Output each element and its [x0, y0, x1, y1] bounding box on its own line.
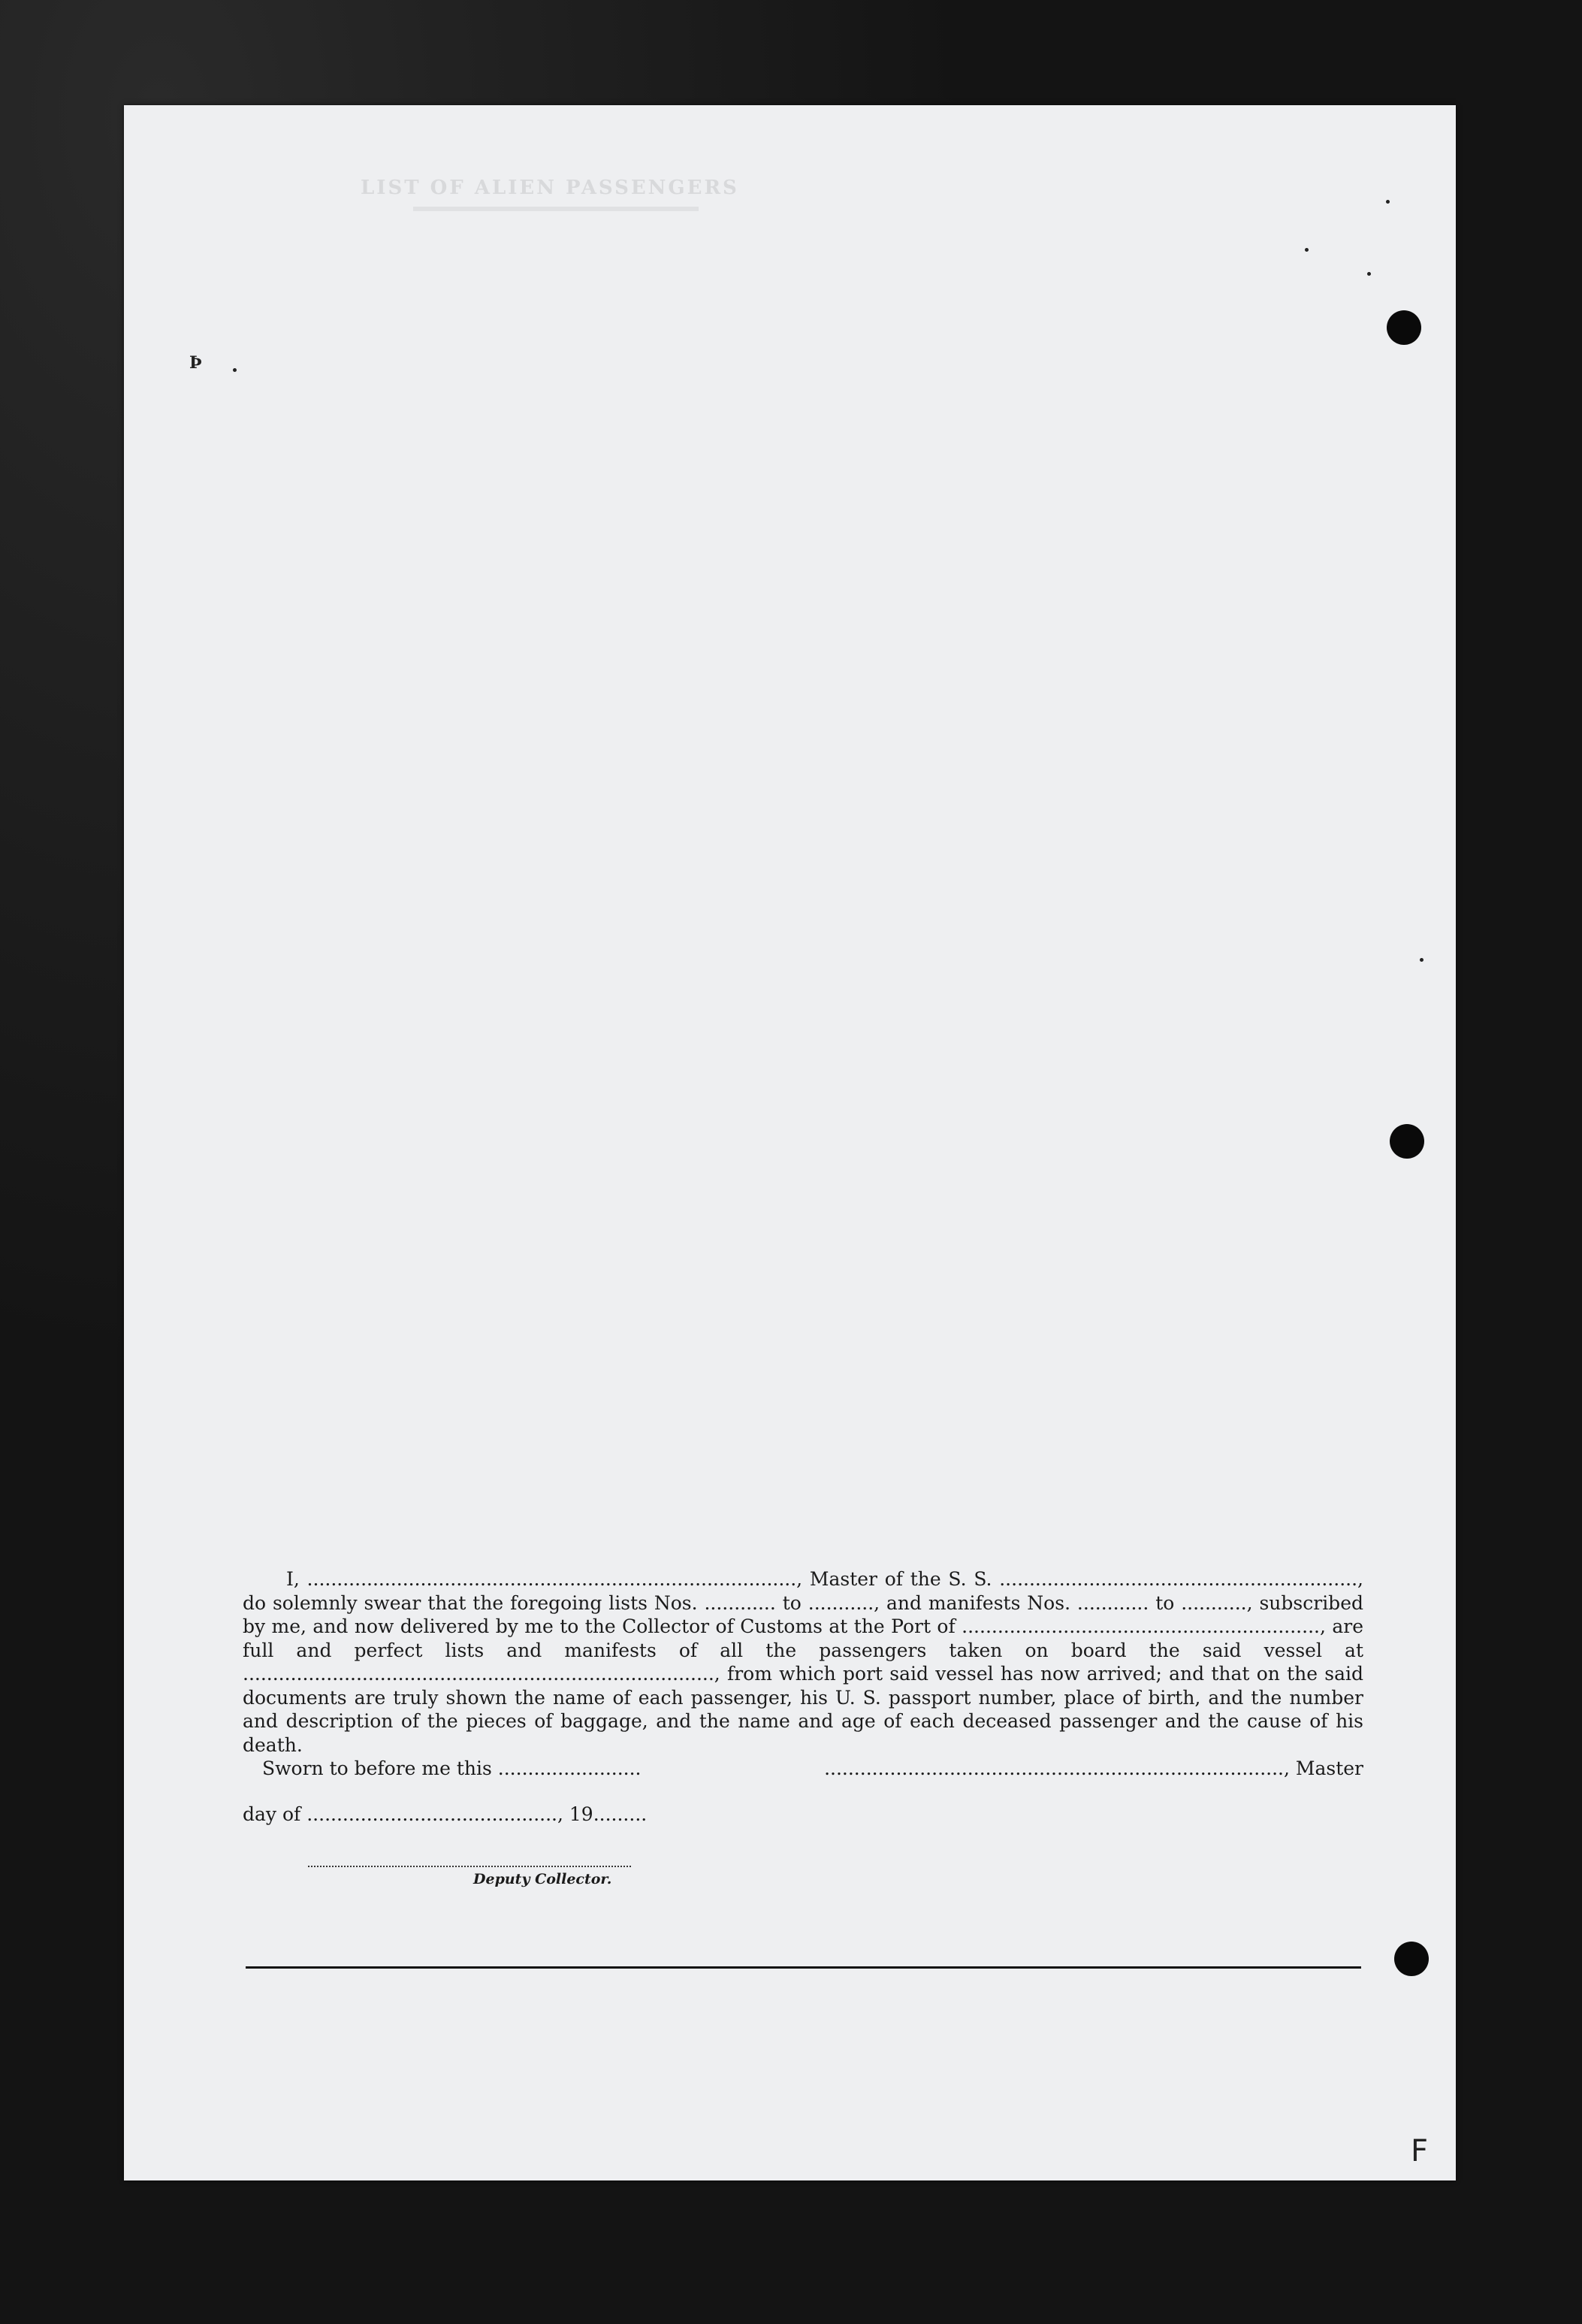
speck: [1367, 272, 1371, 276]
master-signature-line: ............................................................................., Master: [824, 1757, 1363, 1779]
speck: [233, 368, 237, 372]
speck: [1386, 200, 1390, 204]
sworn-before-text: Sworn to before me this ........................: [262, 1757, 642, 1779]
document-page: [124, 105, 1456, 2180]
deputy-collector-label: Deputy Collector.: [473, 1871, 612, 1887]
oath-text: I, .................................................................................., Master of the S. S. ............................................................, do solemnly swear that the foregoing lists Nos. ............ to ..........., and manifests Nos. ............ to ..........., subscribed by me, and now delivered by me to the Collector of Customs at the Port of ............................................................, are full and perfect lists and manifests of all the passengers taken on board the said vessel at ..............................................................................., from which port said vessel has now arrived; and that on the said documents are truly shown the name of each passenger, his U. S. passport number, place of birth, and the number and description of the pieces of baggage, and the name and age of each deceased passenger and the cause of his death.: [243, 1568, 1363, 1756]
punch-hole-top: [1387, 310, 1421, 345]
handwritten-mark: Þ: [189, 353, 202, 373]
oath-paragraph: [243, 1567, 1363, 1757]
speck: [1305, 248, 1309, 252]
faded-header-text: LIST OF ALIEN PASSENGERS: [361, 177, 739, 199]
deputy-signature-line: [308, 1866, 631, 1867]
punch-hole-bottom: [1394, 1942, 1429, 1976]
faded-subheader: [413, 207, 699, 211]
horizontal-rule: [246, 1966, 1361, 1969]
speck: [1420, 958, 1423, 962]
day-line: day of .........................................., 19.........: [243, 1803, 648, 1825]
corner-handwritten-mark: F: [1411, 2134, 1429, 2168]
sworn-row: [243, 1757, 1363, 1783]
punch-hole-middle: [1390, 1124, 1424, 1159]
